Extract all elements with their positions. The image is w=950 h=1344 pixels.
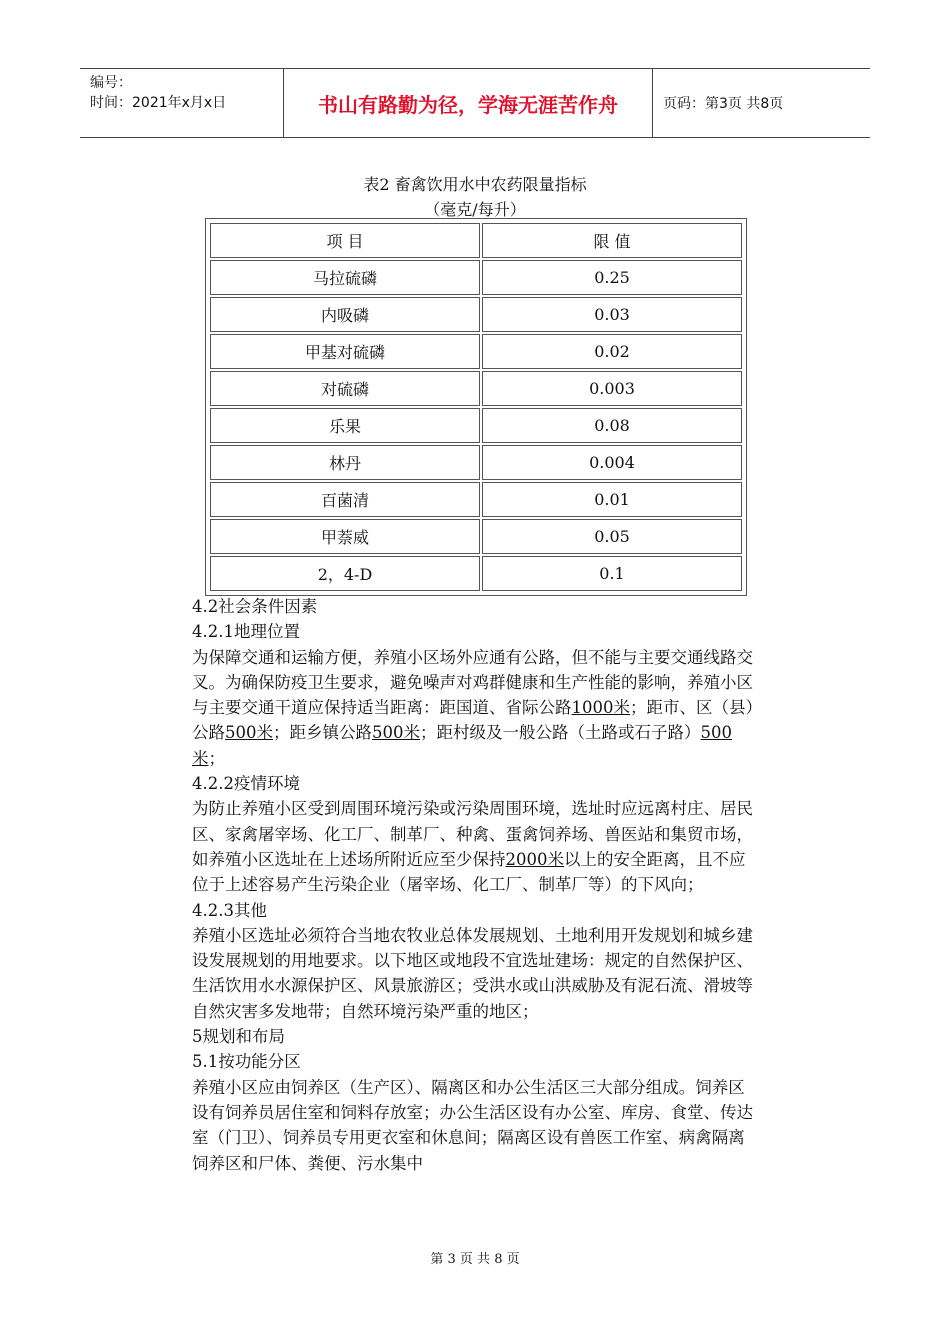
text-run: 以上的安全距离，且不应位于上述容易产生污染企业（屠宰场、化工厂、制革厂等）的下风向； [192, 849, 746, 895]
paragraph-location [192, 645, 760, 771]
section-heading-zoning: 5.1按功能分区 [192, 1052, 301, 1072]
section-heading-location: 4.2.1地理位置 [192, 622, 300, 642]
header-page-info: 页码：第3页 共8页 [663, 96, 784, 112]
table-cell-value: 0.01 [482, 482, 742, 517]
table-cell-item: 百菌清 [210, 482, 480, 517]
table-row [210, 408, 742, 443]
table-cell-item: 甲萘威 [210, 519, 480, 554]
table-cell-item: 内吸磷 [210, 297, 480, 332]
distance-value: 500米 [372, 723, 420, 743]
table-cell-item: 对硫磷 [210, 371, 480, 406]
page-footer: 第 3 页 共 8 页 [430, 1252, 520, 1267]
table-cell-value: 0.004 [482, 445, 742, 480]
paragraph-other: 养殖小区选址必须符合当地农牧业总体发展规划、土地利用开发规划和城乡建设发展规划的用地要求。以下地区或地段不宜选址建场：规定的自然保护区、生活饮用水水源保护区、风景旅游区；受洪水或山洪威胁及有泥石流、滑坡等自然灾害多发地带；自然环境污染严重的地区； [192, 925, 753, 1021]
distance-value: 500米 [192, 723, 732, 768]
table-row [210, 371, 742, 406]
table-cell-value: 0.05 [482, 519, 742, 554]
text-run: ；距市、区（县）公路 [192, 698, 754, 743]
document-number-label: 编号： [90, 75, 132, 91]
text-run: ；距村级及一般公路（土路或石子路） [420, 723, 701, 743]
table-header-row [210, 223, 742, 258]
section-heading-social-conditions: 4.2社会条件因素 [192, 597, 318, 616]
table-cell-value: 0.08 [482, 408, 742, 443]
table-cell-value: 0.25 [482, 260, 742, 295]
table-row [210, 445, 742, 480]
table-cell-value: 0.1 [482, 556, 742, 591]
table-row [210, 260, 742, 295]
text-run: ；距乡镇公路 [273, 723, 372, 743]
table-row [210, 556, 742, 591]
table-cell-value: 0.03 [482, 297, 742, 332]
table-unit: （毫克/每升） [424, 200, 526, 219]
page-header [80, 68, 870, 138]
table-cell-item: 甲基对硫磷 [210, 334, 480, 369]
distance-value: 1000米 [571, 698, 630, 718]
section-heading-epidemic: 4.2.2疫情环境 [192, 774, 300, 794]
header-meta [80, 69, 283, 137]
pesticide-limit-table [205, 218, 747, 596]
table-title: 表2 畜禽饮用水中农药限量指标 [363, 175, 587, 194]
distance-value: 500米 [225, 723, 273, 743]
section-heading-other: 4.2.3其他 [192, 900, 267, 920]
table-row [210, 519, 742, 554]
table-row [210, 334, 742, 369]
distance-value: 2000米 [505, 849, 564, 869]
table-cell-value: 0.003 [482, 371, 742, 406]
text-run: 为保障交通和运输方便，养殖小区场外应通有公路，但不能与主要交通线路交叉。为确保防疫卫生要求，避免噪声对鸡群健康和生产性能的影响，养殖小区与主要交通干道应保持适当距离：距国道、省际公路 [192, 647, 753, 718]
document-body [192, 594, 760, 1176]
table-cell-value: 0.02 [482, 334, 742, 369]
table-cell-item: 林丹 [210, 445, 480, 480]
text-run: ； [208, 748, 225, 768]
table-cell-item: 乐果 [210, 408, 480, 443]
table-grid [208, 221, 744, 593]
text-run: 为防止养殖小区受到周围环境污染或污染周围环境，选址时应远离村庄、居民区、家禽屠宰场、化工厂、制革厂、种禽、蛋禽饲养场、兽医站和集贸市场，如养殖小区选址在上述场所附近应至少保持 [192, 799, 753, 869]
table-cell-item: 马拉硫磷 [210, 260, 480, 295]
column-header-item: 项 目 [210, 223, 480, 258]
paragraph-zoning: 养殖小区应由饲养区（生产区）、隔离区和办公生活区三大部分组成。饲养区设有饲养员居住室和饲料存放室；办公生活区设有办公室、库房、食堂、传达室（门卫）、饲养员专用更衣室和休息间；隔离区设有兽医工作室、病禽隔离饲养区和尸体、粪便、污水集中 [192, 1077, 753, 1173]
table-cell-item: 2，4-D [210, 556, 480, 591]
section-heading-planning: 5规划和布局 [192, 1027, 285, 1047]
table-row [210, 297, 742, 332]
column-header-limit: 限 值 [482, 223, 742, 258]
paragraph-epidemic [192, 796, 760, 897]
table-row [210, 482, 742, 517]
header-motto: 书山有路勤为径，学海无涯苦作舟 [283, 69, 653, 137]
document-time-label: 时间：2021年x月x日 [90, 95, 227, 111]
